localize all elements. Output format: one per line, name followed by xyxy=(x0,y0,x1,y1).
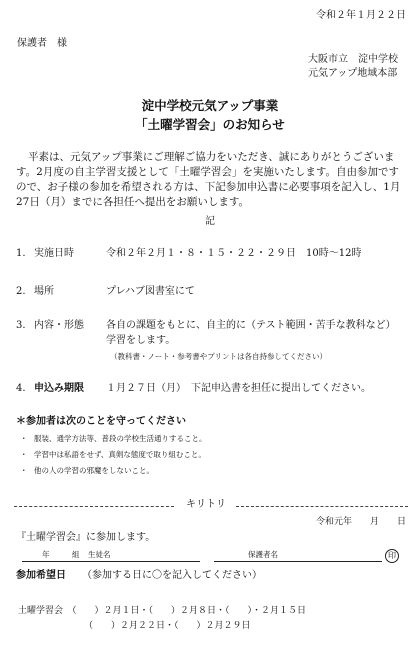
cut-line-left xyxy=(14,506,174,507)
guardian-name-label: 保護者名 xyxy=(248,550,278,559)
guardian-name-line[interactable] xyxy=(214,561,382,562)
seal-mark: 印 xyxy=(385,549,399,563)
item-3-value: 各自の課題をもとに、自主的に（テスト範囲・苦手な教科など） xyxy=(106,320,396,331)
cut-line-right xyxy=(236,506,408,507)
item-4-number: 4. xyxy=(16,383,26,394)
rule-item-1: 服装、通学方法等、普段の学校生活通りすること。 xyxy=(34,434,207,443)
document-date: 令和２年１月２２日 xyxy=(316,10,406,21)
student-name-label: 生徒名 xyxy=(88,550,111,559)
rule-bullet: ・ xyxy=(20,434,28,443)
sender-school: 大阪市立 淀中学校 xyxy=(308,54,398,65)
form-heading: 参加希望日 xyxy=(16,570,66,581)
item-3-label: 内容・形態 xyxy=(34,320,84,331)
item-2-label: 場所 xyxy=(34,286,54,297)
item-2-number: 2. xyxy=(16,286,26,297)
rule-item-3: 他の人の学習の邪魔をしないこと。 xyxy=(34,466,154,475)
grade-label: 年 xyxy=(42,550,50,559)
item-1-label: 実施日時 xyxy=(34,248,74,259)
item-4-label: 申込み期限 xyxy=(34,383,84,394)
rule-bullet: ・ xyxy=(20,466,28,475)
intro-paragraph: 平素は、元気アップ事業にご理解ご協力をいただき、誠にありがとうございます。2月度の自主学習支援として「土曜学習会」を実施いたします。自由参加ですので、お子様の参加を希望される方は、下記参加申込書に必要事項を記入し、1月27日（月）までに各担任へ提出をお願いします。 xyxy=(16,151,401,208)
rule-item-2: 学習中は私語をせず、真剣な態度で取り組むこと。 xyxy=(34,450,206,459)
item-3-number: 3. xyxy=(16,320,26,331)
title-line-2: 「土曜学習会」のお知らせ xyxy=(135,117,285,132)
title-line-1: 淀中学校元気アップ事業 xyxy=(141,98,279,113)
form-apply-text: 『土曜学習会』に参加します。 xyxy=(16,532,156,543)
item-3-value-cont: 学習をします。 xyxy=(106,335,176,346)
cut-label: キリトリ xyxy=(186,499,226,510)
student-name-line[interactable] xyxy=(22,561,200,562)
class-label: 組 xyxy=(72,550,80,559)
item-1-value: 令和２年２月１・８・１５・２２・２９日 10時～12時 xyxy=(106,248,362,259)
item-1-number: 1. xyxy=(16,248,26,259)
ki-heading: 記 xyxy=(205,216,215,227)
item-3-note: （教科書・ノート・参考書やプリントは各自持参してください） xyxy=(110,352,327,361)
form-instruction: （参加する日に〇を記入してください） xyxy=(82,570,262,581)
item-4-value: １月２７日（月） 下記申込書を担任に提出してください。 xyxy=(106,383,371,394)
date-choice-line-2[interactable]: （ ）２月２２日・（ ）２月２９日 xyxy=(84,621,251,631)
rule-bullet: ・ xyxy=(20,450,28,459)
sender-department: 元気アップ地域本部 xyxy=(308,68,398,79)
rules-heading: ＊参加者は次のことを守ってください xyxy=(16,416,186,427)
form-date: 令和元年 月 日 xyxy=(316,517,407,527)
date-choice-line-1[interactable]: 土曜学習会 （ ）２月１日・（ ）２月８日・（ ）・２月１５日 xyxy=(18,606,307,616)
item-2-value: プレハブ図書室にて xyxy=(106,286,195,297)
addressee: 保護者 様 xyxy=(17,38,67,49)
